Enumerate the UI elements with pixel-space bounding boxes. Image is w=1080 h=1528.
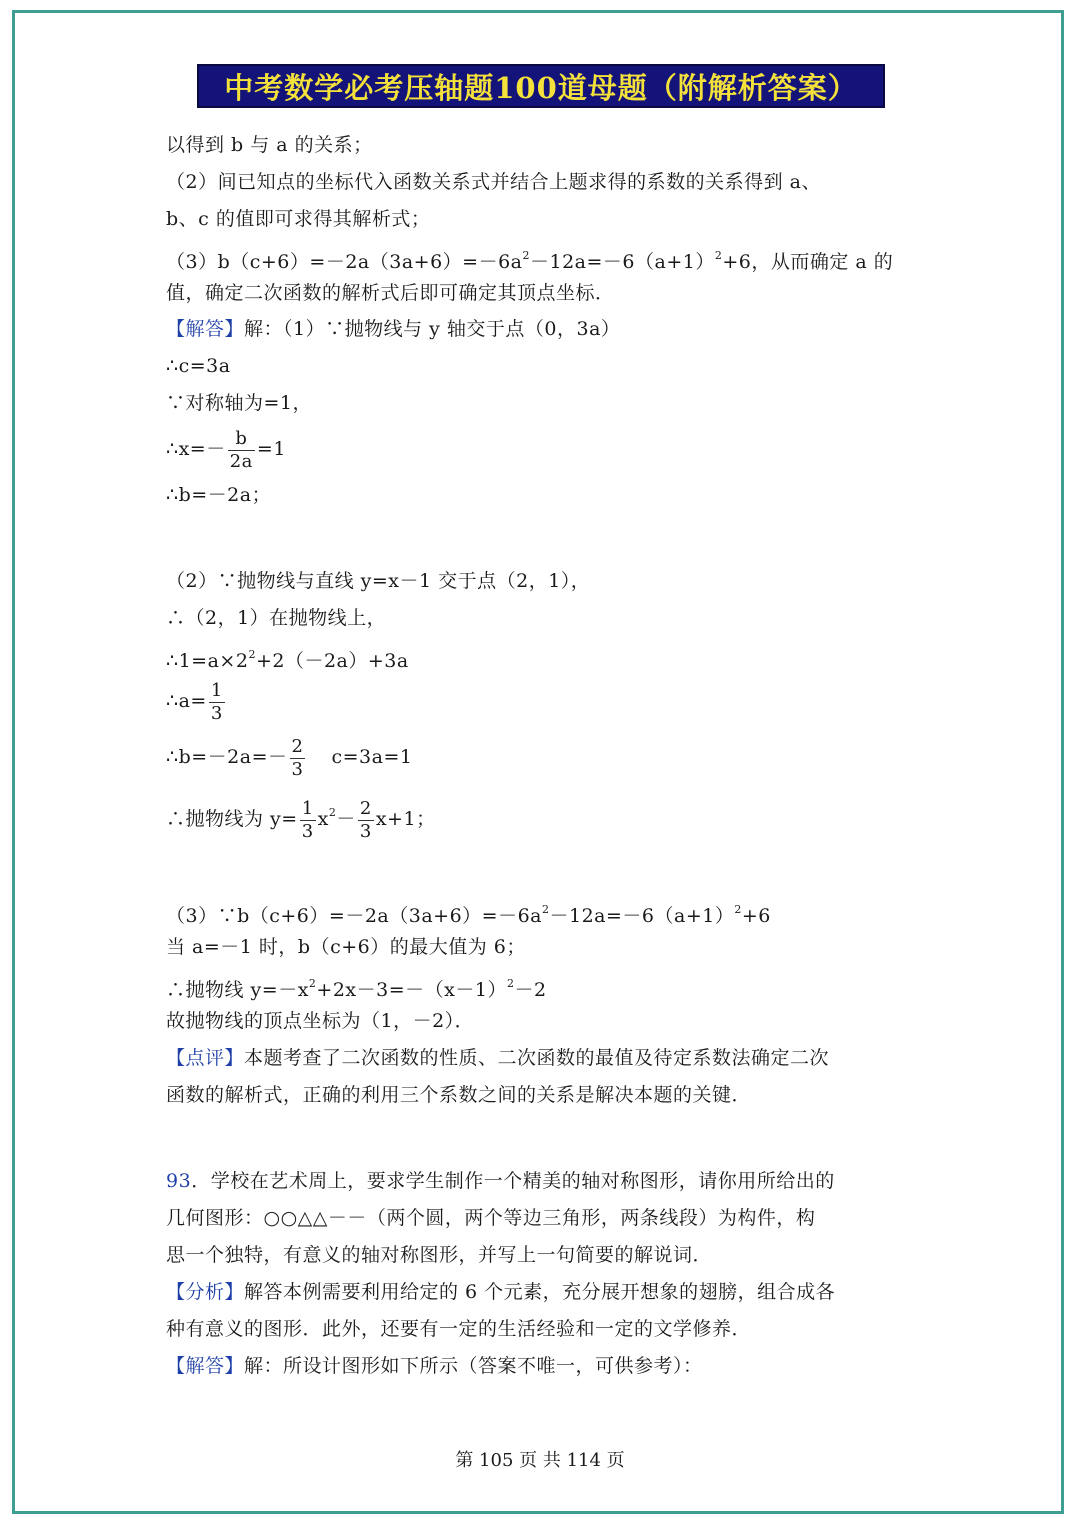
- text-line: 函数的解析式，正确的利用三个系数之间的关系是解决本题的关键．: [166, 1084, 752, 1106]
- fraction-numerator: 2: [359, 797, 372, 819]
- text-line: [166, 243, 893, 275]
- superscript: 2: [328, 806, 337, 819]
- fraction-numerator: 1: [210, 679, 223, 701]
- math-text: +6，从而确定 a 的: [722, 251, 894, 273]
- text-line: [166, 680, 227, 723]
- fraction-numerator: 2: [291, 735, 304, 757]
- math-text: +2（－2a）+3a: [255, 650, 409, 672]
- fraction: [290, 735, 306, 780]
- math-text: 解：（1）∵抛物线与 y 轴交于点（0，3a）: [244, 318, 621, 340]
- text-line: [166, 897, 771, 929]
- text-line: [166, 792, 436, 841]
- fraction-denominator: 3: [359, 820, 372, 842]
- fraction: [358, 797, 374, 842]
- text-line: （2）间已知点的坐标代入函数关系式并结合上题求得的系数的关系得到 a、: [166, 171, 821, 193]
- text-line: ∴b=－2a；: [166, 484, 272, 506]
- fraction-numerator: 1: [301, 797, 314, 819]
- text-line: 种有意义的图形．此外，还要有一定的生活经验和一定的文学修养．: [166, 1318, 752, 1340]
- text-line: ∵对称轴为=1，: [166, 392, 313, 414]
- fraction-numerator: b: [235, 427, 248, 449]
- superscript: 2: [506, 977, 515, 990]
- text-line: [166, 1279, 835, 1305]
- math-text: （3）∵b（c+6）=－2a（3a+6）=－6a: [166, 905, 542, 927]
- question-number: 93: [166, 1170, 192, 1192]
- math-text: ∴x=－: [166, 438, 226, 460]
- superscript: 2: [308, 977, 317, 990]
- math-text: ．学校在艺术周上，要求学生制作一个精美的轴对称图形，请你用所给出的: [191, 1170, 835, 1192]
- text-line: 故抛物线的顶点坐标为（1，－2）．: [166, 1010, 475, 1032]
- text-line: 值，确定二次函数的解析式后即可确定其顶点坐标．: [166, 282, 615, 304]
- math-text: －12a=－6（a+1）: [549, 905, 735, 927]
- answer-tag: 【解答】: [166, 318, 245, 340]
- math-text: ∴抛物线 y=－x: [166, 979, 309, 1001]
- math-text: 本题考查了二次函数的性质、二次函数的最值及待定系数法确定二次: [244, 1047, 830, 1069]
- math-text: =1: [256, 438, 286, 460]
- text-line: [166, 1168, 835, 1194]
- math-text: +2x－3=－（x－1）: [316, 979, 507, 1001]
- text-line: [166, 428, 286, 471]
- math-text: c=3a=1: [331, 746, 413, 768]
- math-text: －: [336, 808, 356, 830]
- superscript: 2: [714, 249, 723, 262]
- superscript: 2: [734, 903, 742, 916]
- title-banner: [197, 64, 885, 108]
- math-text: ∴抛物线为 y=: [166, 808, 298, 830]
- superscript: 2: [248, 648, 256, 661]
- page-title: 中考数学必考压轴题100道母题（附解析答案）: [224, 70, 858, 105]
- math-text: 解答本例需要利用给定的 6 个元素，充分展开想象的翅膀，组合成各: [244, 1281, 836, 1303]
- fraction: [209, 679, 225, 724]
- analysis-tag: 【分析】: [166, 1281, 245, 1303]
- fraction-denominator: 3: [301, 820, 314, 842]
- text-line: ∴c=3a: [166, 355, 231, 377]
- page-number: 第 105 页 共 114 页: [455, 1450, 625, 1471]
- superscript: 2: [542, 903, 550, 916]
- math-text: ∴1=a×2: [166, 650, 249, 672]
- text-line: ∴（2，1）在抛物线上，: [166, 607, 387, 629]
- fraction: [228, 427, 255, 472]
- text-line: 以得到 b 与 a 的关系；: [166, 134, 373, 156]
- text-line: [166, 1353, 703, 1379]
- text-line: [166, 971, 547, 1003]
- math-text: x: [317, 808, 329, 830]
- answer-tag: 【解答】: [166, 1355, 245, 1377]
- math-text: 解：所设计图形如下所示（答案不唯一，可供参考）：: [244, 1355, 703, 1377]
- text-line: [166, 736, 412, 779]
- superscript: 2: [522, 249, 530, 262]
- comment-tag: 【点评】: [166, 1047, 245, 1069]
- math-text: －12a=－6（a+1）: [530, 251, 715, 273]
- text-line: [166, 316, 620, 342]
- math-text: －2: [514, 979, 547, 1001]
- text-line: [166, 642, 409, 674]
- text-line: b、c 的值即可求得其解析式；: [166, 208, 431, 230]
- text-line: 几何图形：○○△△－－（两个圆，两个等边三角形，两条线段）为构件，构: [166, 1207, 816, 1229]
- text-line: （2）∵抛物线与直线 y=x－1 交于点（2，1），: [166, 570, 591, 592]
- math-text: +6: [741, 905, 771, 927]
- text-line: 思一个独特，有意义的轴对称图形，并写上一句简要的解说词．: [166, 1244, 713, 1266]
- math-text: ∴a=: [166, 690, 207, 712]
- math-text: ∴b=－2a=－: [166, 746, 288, 768]
- math-text: x+1；: [375, 808, 436, 830]
- text-line: 当 a=－1 时，b（c+6）的最大值为 6；: [166, 936, 526, 958]
- math-text: （3）b（c+6）=－2a（3a+6）=－6a: [166, 251, 523, 273]
- fraction: [300, 797, 316, 842]
- fraction-denominator: 2a: [229, 450, 253, 472]
- fraction-denominator: 3: [210, 702, 223, 724]
- text-line: [166, 1045, 829, 1071]
- fraction-denominator: 3: [291, 758, 304, 780]
